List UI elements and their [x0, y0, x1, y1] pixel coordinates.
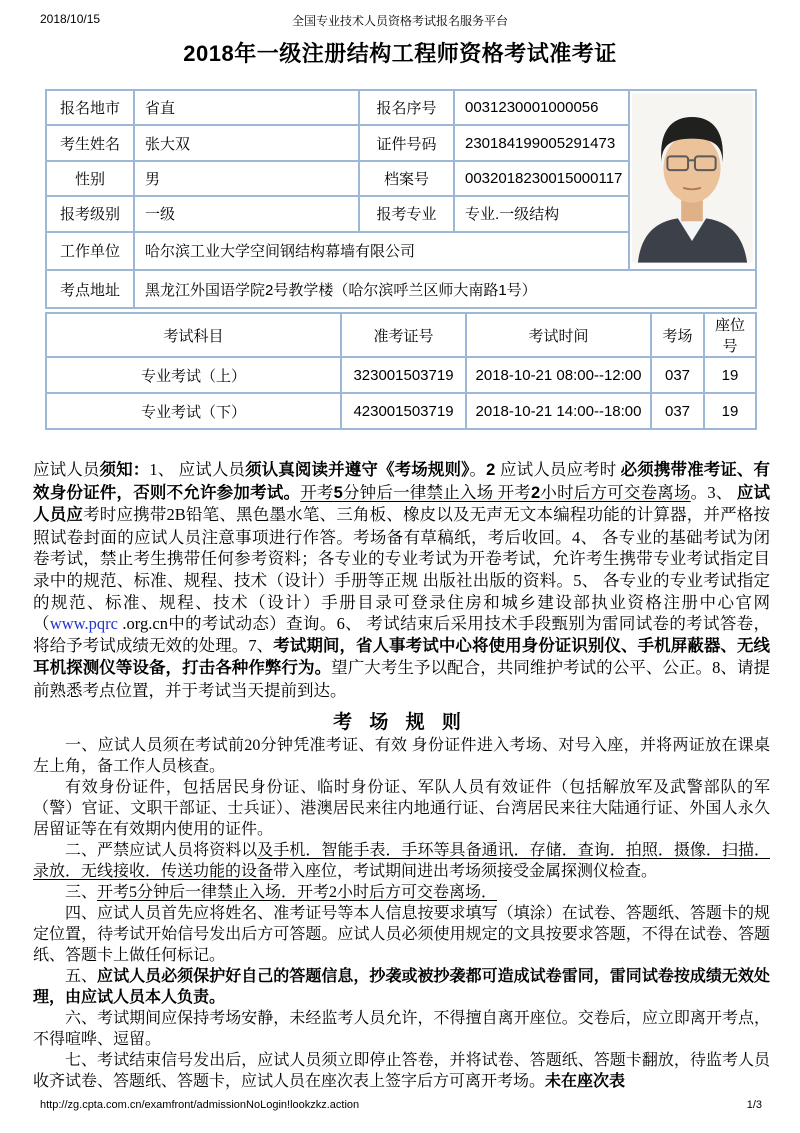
rules-list	[33, 735, 770, 1092]
text-segment: 应试人员应	[33, 483, 771, 525]
table-row	[46, 270, 756, 308]
text-segment: 二、严禁应试人员将资料以	[65, 841, 258, 859]
time-cell: 2018-10-21 08:00--12:00	[466, 357, 651, 393]
text-segment: 五、	[65, 967, 98, 985]
page-number: 1/3	[746, 1099, 762, 1111]
candidate-name-value: 张大双	[134, 125, 359, 160]
rule-paragraph-1b	[33, 777, 770, 840]
footer-url: http://zg.cpta.com.cn/examfront/admissionNoLogin!lookzkz.action	[40, 1099, 360, 1111]
ticket-no-cell: 423001503719	[341, 393, 466, 429]
id-number-value: 230184199005291473	[454, 125, 629, 160]
text-segment: 一、应试人员须在考试前20分钟凭准考证、有效 身份证件进入考场、对号入座，并将两证放在课桌左上角，备工作人员核查。	[33, 736, 770, 775]
text-segment: 及手机．智能手表．手环等具备通讯．存储．查询．拍照．摄像．扫描．录放．无线接收．传送功能的设备	[33, 841, 770, 880]
text-segment: 望广大考生予以配合，共同维护考试的公平、公正。8、请提前熟悉考点位置，并于考试当天提前到达。	[33, 658, 770, 700]
text-segment: 须认真阅读并遵守《考场规则》	[245, 461, 470, 479]
table-row	[46, 357, 756, 393]
candidate-photo	[629, 90, 756, 270]
print-footer	[40, 1099, 762, 1111]
ticket-no-cell: 323001503719	[341, 357, 466, 393]
text-segment: 有效身份证件，包括居民身份证、临时身份证、军队人员有效证件（包括解放军及武警部队的军（警）官证、文职干部证、士兵证）、港澳居民来往内地通行证、台湾居民来往大陆通行证、外国人永久居留证等在有效期内使用的证件。	[33, 778, 770, 838]
rule-paragraph-4	[33, 903, 770, 966]
seat-cell: 19	[704, 393, 756, 429]
notice-text	[33, 459, 770, 702]
reg-city-value: 省直	[134, 90, 359, 125]
rule-paragraph-1	[33, 735, 770, 777]
reg-serial-value: 0031230001000056	[454, 90, 629, 125]
text-segment: 应试人员	[33, 460, 100, 479]
exam-level-value: 一级	[134, 196, 359, 231]
text-segment: 考试期间，省人事考试中心将使用身份证识别仪、手机屏蔽器、无线耳机探测仪等设备，打击各种作弊行为。	[33, 636, 770, 678]
work-unit-value: 哈尔滨工业大学空间钢结构幕墙有限公司	[134, 232, 629, 270]
room-cell: 037	[651, 393, 704, 429]
text-segment: 考时应携带2B铅笔、黑色墨水笔、三角板、橡皮以及无声无文本编程功能的计算器，并严格按照试卷封面的应试人员注意事项进行作答。考场备有草稿纸，考后收回。4、 各专业的基础考试为闭卷考试，禁止考生携带任何参考资料；各专业的专业考试为开卷考试，允许考生携带专业考试指定目录中的规范、标准、规程、技术（设计）手册等正规 出版社出版的资料。5、 各专业的专业考试指定的规范、标准、规程、技术（设计）手册目录可登录住房和城乡建设部执业资格注册中心官网（	[33, 505, 770, 634]
text-segment: 。3、	[690, 482, 737, 502]
text-segment: 2	[486, 461, 500, 479]
room-cell: 037	[651, 357, 704, 393]
table-row	[46, 393, 756, 429]
text-segment: 必须携带准考证、有效身份证件，否则不允许参加考试。	[33, 461, 771, 502]
text-segment: 七、考试结束信号发出后，应试人员须立即停止答卷，并将试卷、答题纸、答题卡翻放，待监考人员收齐试卷、答题纸、答题卡，应试人员在座次表上签字后方可离开考场。	[33, 1051, 770, 1090]
subject-header: 考试科目	[46, 313, 341, 357]
page-title: 2018年一级注册结构工程师资格考试准考证	[183, 41, 617, 66]
text-segment: 1、 应试人员	[149, 460, 246, 479]
subject-cell: 专业考试（下）	[46, 393, 341, 429]
file-number-value: 0032018230015000117	[454, 161, 629, 196]
ticket-no-header: 准考证号	[341, 313, 466, 357]
candidate-info-table	[45, 89, 757, 309]
table-row	[46, 90, 756, 125]
portrait-illustration	[632, 93, 753, 263]
reg-city-label: 报名地市	[46, 90, 134, 125]
text-segment: 开考5分钟后一律禁止入场．开考2小时后方可交卷离场．	[97, 883, 498, 901]
gender-label: 性别	[46, 161, 134, 196]
rule-paragraph-7	[33, 1050, 770, 1092]
pqrc-link[interactable]: www.pqrc	[49, 614, 118, 634]
text-segment: 小时后方可交卷离场	[540, 482, 691, 502]
rule-paragraph-6	[33, 1008, 770, 1050]
time-header: 考试时间	[466, 313, 651, 357]
text-segment: 未在座次表	[545, 1072, 626, 1090]
rule-paragraph-5	[33, 966, 770, 1008]
exam-schedule-table	[45, 312, 757, 430]
reg-serial-label: 报名序号	[359, 90, 454, 125]
text-segment: 。	[469, 460, 487, 479]
gender-value: 男	[134, 161, 359, 196]
rule-paragraph-3	[33, 882, 770, 903]
text-segment: 分钟后一律禁止入场 开考	[342, 482, 531, 502]
text-segment: 六、考试期间应保持考场安静，未经监考人员允许，不得擅自离开座位。交卷后，应立即离开考点，不得喧哗、逗留。	[33, 1009, 770, 1048]
print-date: 2018/10/15	[40, 12, 101, 26]
text-segment: 须知：	[99, 461, 150, 479]
exam-major-label: 报考专业	[359, 196, 454, 231]
text-segment: 四、应试人员首先应将姓名、准考证号等本人信息按要求填写（填涂）在试卷、答题纸、答题卡的规定位置，待考试开始信号发出后方可答题。应试人员必须使用规定的文具按要求答题，不得在试卷、答题纸、答题卡上做任何标记。	[33, 904, 770, 964]
time-cell: 2018-10-21 14:00--18:00	[466, 393, 651, 429]
site-name: 全国专业技术人员资格考试报名服务平台	[291, 14, 508, 28]
text-segment: 带入座位，考试期间进出考场须接受金属探测仪检查。	[273, 862, 658, 880]
file-number-label: 档案号	[359, 161, 454, 196]
text-segment: 应试人员应考时	[500, 460, 621, 479]
text-segment: .org.cn中的考试动态）查询。6、 考试结束后采用技术手段甄别为雷同试卷的考试答卷，将给予考试成绩无效的处理。7、	[33, 614, 771, 655]
text-segment: 应试人员必须保护好自己的答题信息，抄袭或被抄袭都可造成试卷雷同，雷同试卷按成绩无效处理，由应试人员本人负责。	[33, 967, 770, 1006]
rule-paragraph-2	[33, 840, 770, 882]
work-unit-label: 工作单位	[46, 232, 134, 270]
room-header: 考场	[651, 313, 704, 357]
exam-site-value: 黑龙江外国语学院2号教学楼（哈尔滨呼兰区师大南路1号）	[134, 270, 756, 308]
text-segment: 三、	[65, 883, 98, 901]
candidate-name-label: 考生姓名	[46, 125, 134, 160]
print-header	[0, 12, 800, 28]
text-segment: 5	[333, 483, 343, 502]
seat-header: 座位号	[704, 313, 756, 357]
text-segment: 开考	[300, 482, 334, 502]
exam-major-value: 专业.一级结构	[454, 196, 629, 231]
rules-heading: 考 场 规 则	[333, 711, 467, 733]
exam-site-label: 考点地址	[46, 270, 134, 308]
subject-cell: 专业考试（上）	[46, 357, 341, 393]
seat-cell: 19	[704, 357, 756, 393]
text-segment: 2	[531, 483, 541, 502]
exam-level-label: 报考级别	[46, 196, 134, 231]
table-header-row	[46, 313, 756, 357]
id-number-label: 证件号码	[359, 125, 454, 160]
